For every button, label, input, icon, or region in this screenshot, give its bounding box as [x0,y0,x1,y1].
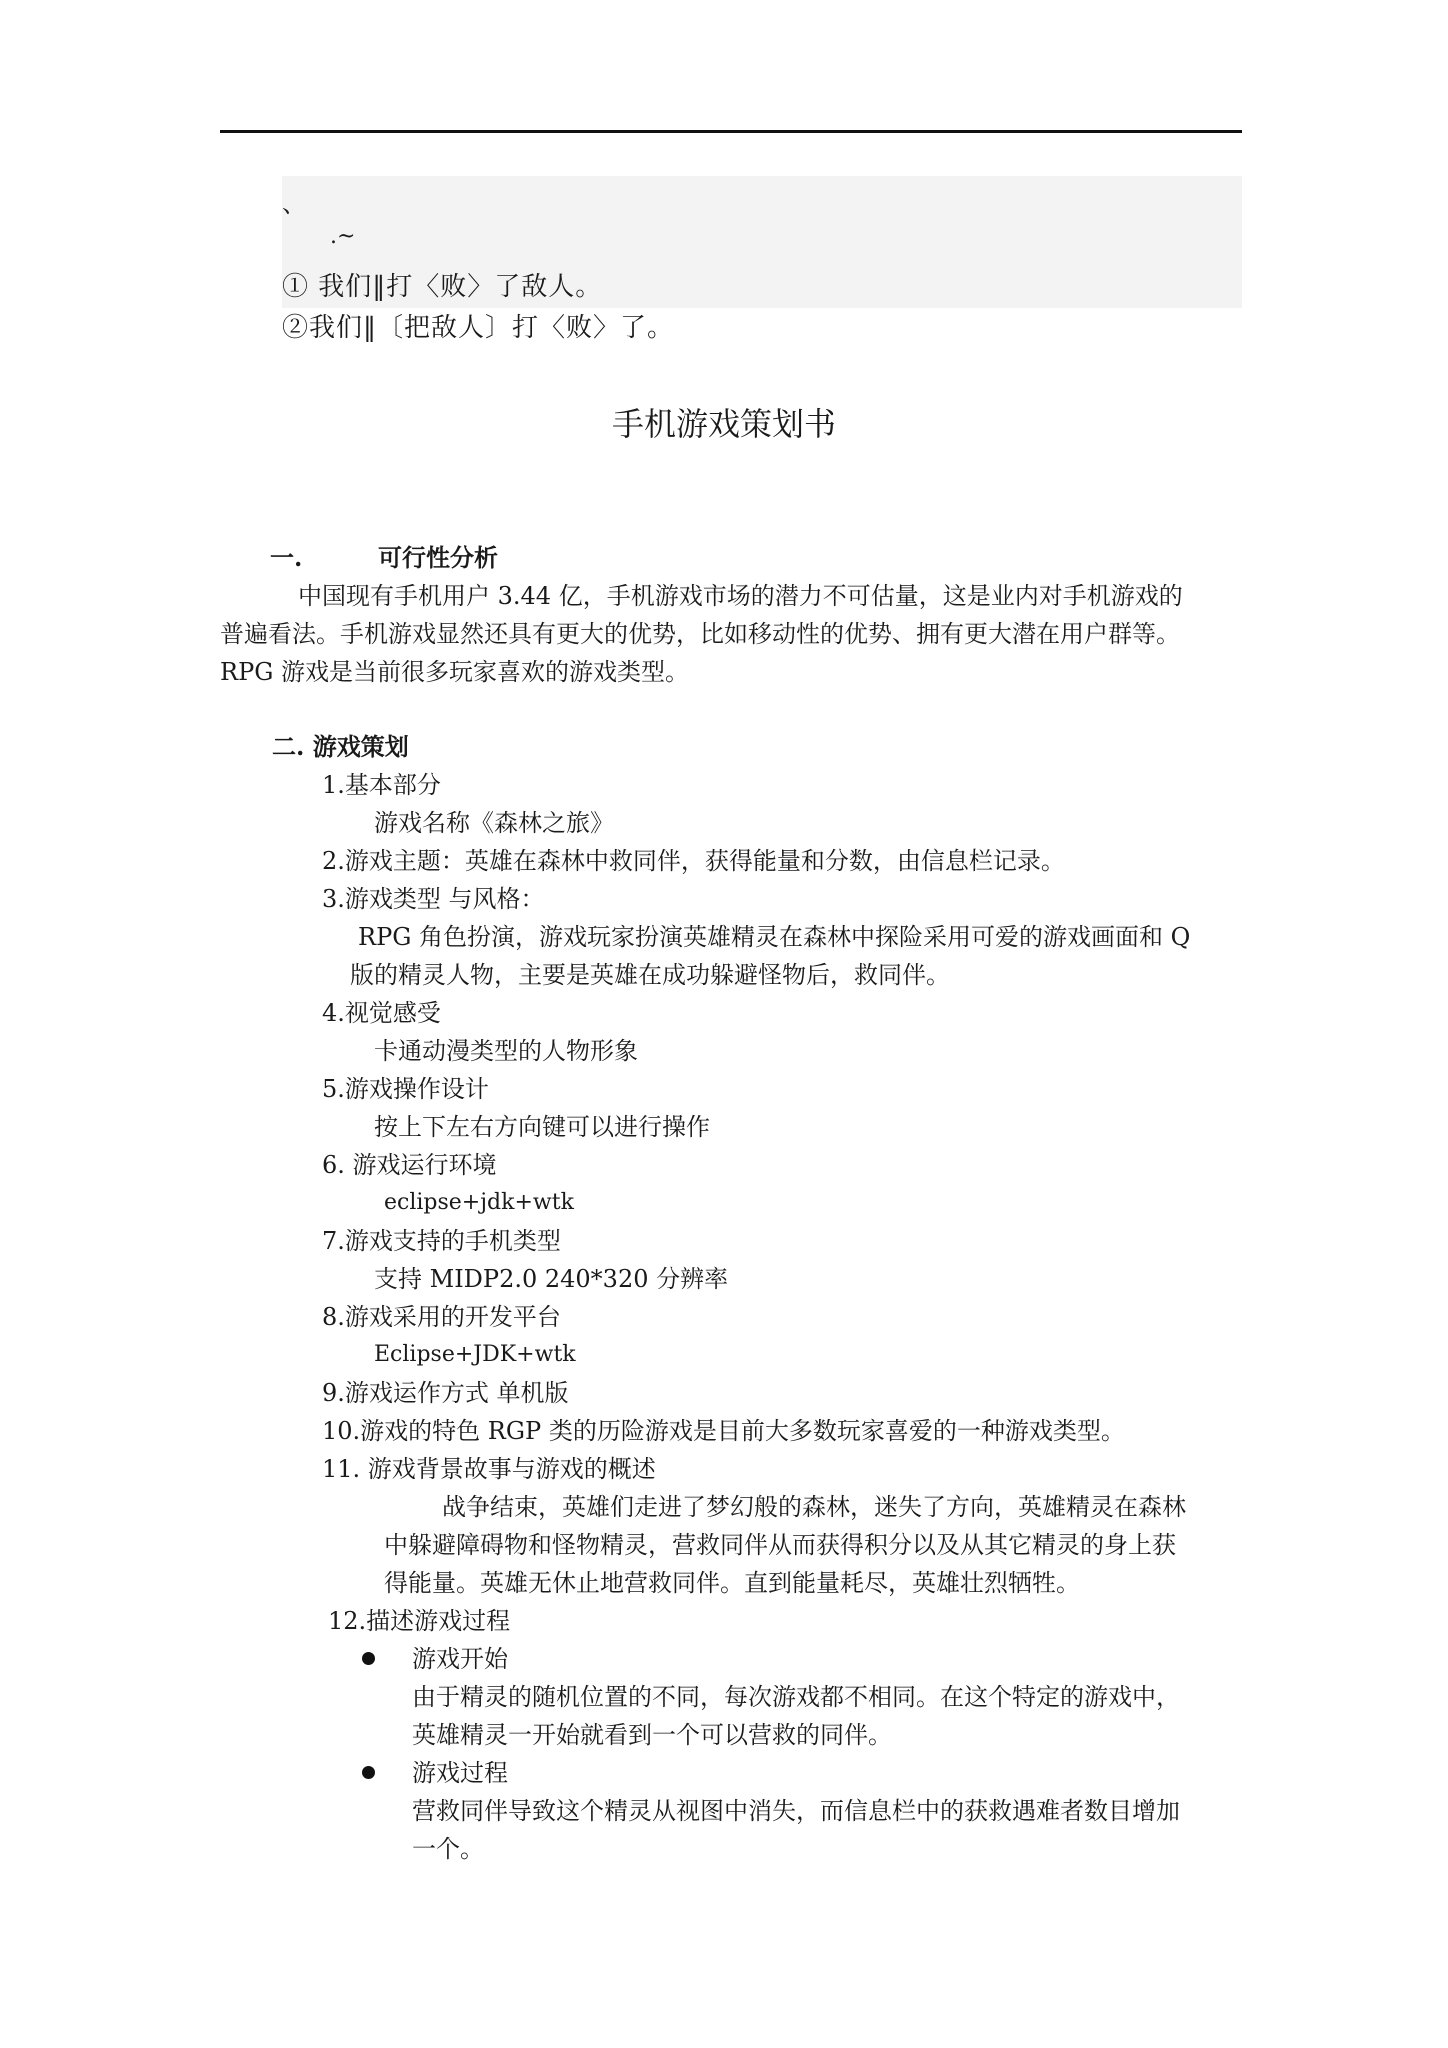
section-1-paragraph-line-2: 普遍看法。手机游戏显然还具有更大的优势，比如移动性的优势、拥有更大潜在用户群等。 [220,620,1180,648]
section-2-heading: 二. 游戏策划 [272,732,409,761]
section-1-heading: 可行性分析 [378,543,498,572]
example-sentence-2: ②我们‖〔把敌人〕打〈败〉了。 [282,313,675,343]
fragment-mark-1: 、 [282,190,306,218]
item-11-detail-line-3: 得能量。英雄无休止地营救同伴。直到能量耗尽，英雄壮烈牺牲。 [384,1569,1080,1597]
item-10: 10.游戏的特色 RGP 类的历险游戏是目前大多数玩家喜爱的一种游戏类型。 [322,1417,1125,1445]
item-3: 3.游戏类型 与风格： [322,885,545,913]
page-title: 手机游戏策划书 [611,405,836,443]
bullet-2-line-1: 营救同伴导致这个精灵从视图中消失，而信息栏中的获救遇难者数目增加 [412,1797,1180,1825]
section-1-paragraph-line-1: 中国现有手机用户 3.44 亿，手机游戏市场的潜力不可估量，这是业内对手机游戏的 [298,582,1183,610]
bullet-1-title: 游戏开始 [412,1645,508,1673]
item-8-detail: Eclipse+JDK+wtk [374,1342,576,1367]
bullet-2-line-2: 一个。 [412,1835,484,1863]
section-1-number: 一. [270,543,303,572]
item-3-detail-line-2: 版的精灵人物，主要是英雄在成功躲避怪物后，救同伴。 [350,961,950,989]
header-rule [220,130,1242,133]
item-4-detail: 卡通动漫类型的人物形象 [374,1037,638,1065]
bullet-2-title: 游戏过程 [412,1759,508,1787]
fragment-mark-2: .~ [330,224,356,249]
item-1: 1.基本部分 [322,771,441,799]
item-3-detail-line-1: RPG 角色扮演，游戏玩家扮演英雄精灵在森林中探险采用可爱的游戏画面和 Q [358,923,1191,951]
item-8: 8.游戏采用的开发平台 [322,1303,561,1331]
item-9: 9.游戏运作方式 单机版 [322,1379,569,1407]
item-11-detail-line-1: 战争结束，英雄们走进了梦幻般的森林，迷失了方向，英雄精灵在森林 [442,1493,1186,1521]
item-7-detail: 支持 MIDP2.0 240*320 分辨率 [374,1265,729,1293]
item-12: 12.描述游戏过程 [328,1607,511,1635]
item-5: 5.游戏操作设计 [322,1075,489,1103]
bullet-icon [362,1652,375,1665]
item-4: 4.视觉感受 [322,999,441,1027]
item-1-detail: 游戏名称《森林之旅》 [374,809,614,837]
bullet-1-line-1: 由于精灵的随机位置的不同，每次游戏都不相同。在这个特定的游戏中， [412,1683,1180,1711]
item-2: 2.游戏主题：英雄在森林中救同伴，获得能量和分数，由信息栏记录。 [322,847,1065,875]
item-6-detail: eclipse+jdk+wtk [384,1190,574,1215]
bullet-icon [362,1766,375,1779]
item-11-detail-line-2: 中躲避障碍物和怪物精灵，营救同伴从而获得积分以及从其它精灵的身上获 [384,1531,1176,1559]
item-11: 11. 游戏背景故事与游戏的概述 [322,1455,656,1483]
bullet-1-line-2: 英雄精灵一开始就看到一个可以营救的同伴。 [412,1721,892,1749]
example-sentence-1: ① 我们‖打〈败〉了敌人。 [282,272,603,302]
section-1-paragraph-line-3: RPG 游戏是当前很多玩家喜欢的游戏类型。 [220,658,690,686]
item-5-detail: 按上下左右方向键可以进行操作 [374,1113,710,1141]
item-7: 7.游戏支持的手机类型 [322,1227,561,1255]
item-6: 6. 游戏运行环境 [322,1151,497,1179]
